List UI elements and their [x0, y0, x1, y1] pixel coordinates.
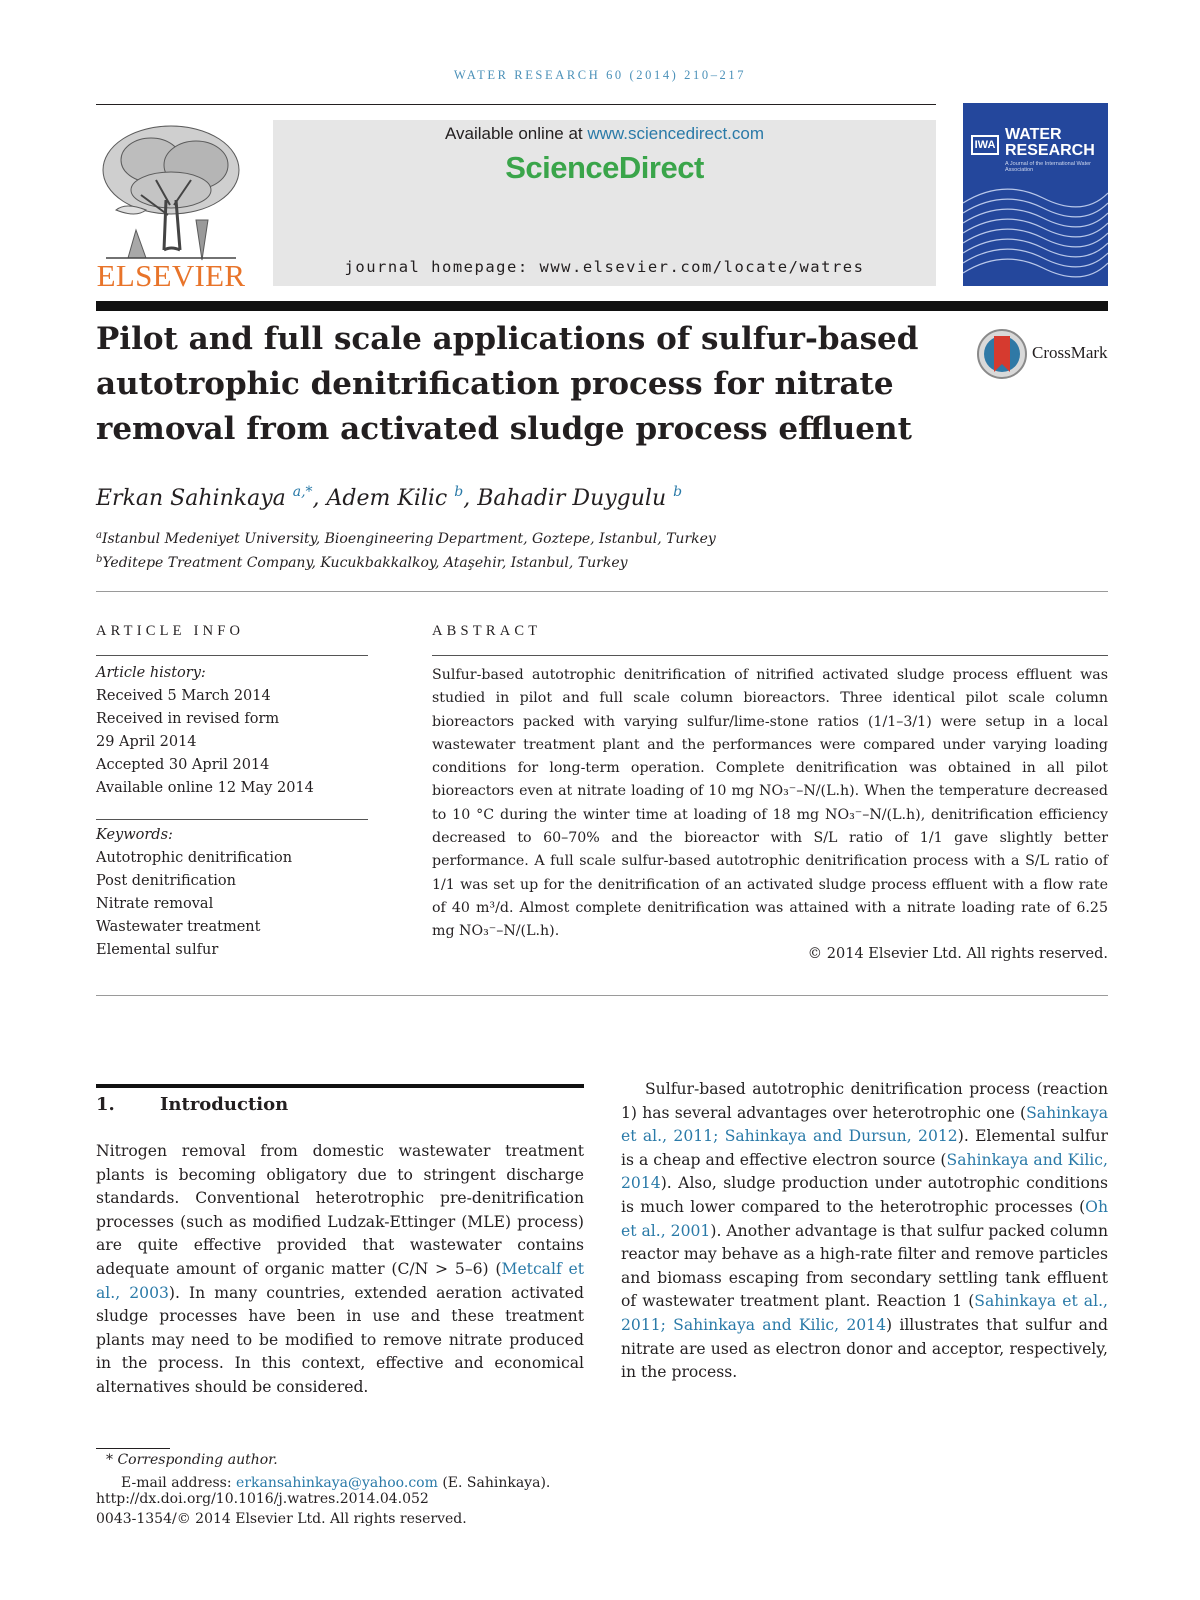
sciencedirect-banner	[273, 120, 936, 286]
section-title: Introduction	[160, 1094, 289, 1115]
author-list	[96, 484, 682, 511]
author-separator: ,	[463, 486, 478, 511]
keyword: Wastewater treatment	[96, 919, 261, 935]
issn-line: 0043-1354/© 2014 Elsevier Ltd. All rights reserved.	[96, 1511, 467, 1527]
sciencedirect-logo: ScienceDirect	[505, 150, 704, 185]
affiliation	[96, 530, 716, 547]
affiliation-mark: a	[96, 530, 102, 541]
author-affil-mark[interactable]: a,*	[292, 484, 313, 500]
history-item: Received 5 March 2014	[96, 688, 271, 704]
intro-heading-rule	[96, 1084, 584, 1088]
title-line: removal from activated sludge process effluent	[96, 411, 912, 447]
affiliation-text: Yeditepe Treatment Company, Kucukbakkalkoy, Ataşehir, Istanbul, Turkey	[102, 555, 628, 571]
email-line	[96, 1475, 550, 1491]
intro-left-paragraph	[96, 1140, 584, 1400]
body-text: ). In many countries, extended aeration activated sludge processes have been in use and these treatment plants may need to be modified to remove nitrate produced in the process. In this context, effective and economical alternatives should be considered.	[96, 1283, 584, 1396]
affiliation-text: Istanbul Medeniyet University, Bioengineering Department, Goztepe, Istanbul, Turkey	[101, 531, 716, 547]
history-item: Accepted 30 April 2014	[96, 757, 270, 773]
affiliation-mark: b	[96, 554, 103, 565]
crossmark-icon[interactable]	[976, 328, 1028, 380]
affiliation	[96, 554, 628, 571]
abstract-heading: ABSTRACT	[432, 623, 542, 639]
history-item: Available online 12 May 2014	[96, 780, 314, 796]
intro-right-paragraph	[621, 1078, 1108, 1385]
section-number: 1.	[96, 1094, 115, 1115]
history-item: 29 April 2014	[96, 734, 197, 750]
article-title	[96, 317, 936, 452]
article-info-rule	[96, 655, 368, 656]
abstract-rule	[432, 655, 1108, 656]
body-text: ). Also, sludge production under autotrophic conditions is much lower compared to the heterotrophic processes (	[621, 1174, 1108, 1216]
body-text: Sulfur-based autotrophic denitrification process (reaction 1) has several advantages over heterotrophic one (	[621, 1080, 1108, 1122]
citation-link[interactable]: Sahinkaya et al., 2011; Sahinkaya and Kilic, 2014	[621, 1292, 1108, 1334]
section-rule	[96, 995, 1108, 996]
keyword: Autotrophic denitrification	[96, 850, 293, 866]
journal-homepage[interactable]: journal homepage: www.elsevier.com/locate/watres	[344, 258, 865, 276]
citation-link[interactable]: Sahinkaya and Kilic, 2014	[621, 1150, 1108, 1193]
body-text: ) illustrates that sulfur and nitrate are used as electron donor and acceptor, respectively, in the process.	[621, 1315, 1108, 1382]
author-name: Adem Kilic	[326, 486, 448, 511]
running-head: WATER RESEARCH 60 (2014) 210–217	[453, 68, 747, 82]
citation-link[interactable]: Sahinkaya et al., 2011; Sahinkaya and Dursun, 2012	[621, 1103, 1108, 1146]
keyword: Post denitrification	[96, 873, 236, 889]
author-name: Erkan Sahinkaya	[96, 486, 286, 511]
title-line: Pilot and full scale applications of sulfur-based	[96, 321, 919, 357]
title-rule	[96, 301, 1108, 311]
iwa-badge: IWA	[971, 135, 999, 155]
elsevier-wordmark: ELSEVIER	[96, 258, 246, 293]
sciencedirect-link[interactable]: www.sciencedirect.com	[587, 124, 765, 143]
doi-link[interactable]: http://dx.doi.org/10.1016/j.watres.2014.04.052	[96, 1491, 429, 1507]
corresponding-author-note: * Corresponding author.	[106, 1452, 278, 1468]
cover-subtitle: A Journal of the International Water Association	[1005, 161, 1092, 173]
keyword: Elemental sulfur	[96, 942, 219, 958]
citation-link[interactable]: Oh et al., 2001	[621, 1197, 1108, 1240]
body-text: ). Another advantage is that sulfur packed column reactor may behave as a high-rate filter and remove particles and biomass escaping from secondary settling tank effluent of wastewater treatment plant. Reaction 1 (	[621, 1221, 1108, 1311]
keywords-label: Keywords:	[96, 827, 173, 843]
keyword: Nitrate removal	[96, 896, 214, 912]
body-text: Nitrogen removal from domestic wastewater treatment plants is becoming obligatory due to stringent discharge standards. Conventional heterotrophic pre-denitrification processes (such as modified Ludzak-Ettinger (MLE) process) are quite effective provided that wastewater contains adequate amount of organic matter (C/N > 5–6) (	[96, 1142, 584, 1278]
cover-title-line1: WATER	[1005, 126, 1062, 143]
author-name: Bahadir Duygulu	[477, 486, 667, 511]
cover-title-line2: RESEARCH	[1005, 142, 1095, 159]
author-affil-mark[interactable]: b	[673, 484, 683, 500]
section-rule	[96, 591, 1108, 592]
history-item: Received in revised form	[96, 711, 280, 727]
footnote-rule	[96, 1448, 170, 1449]
email-label: E-mail address:	[121, 1475, 237, 1491]
keywords-rule	[96, 819, 368, 820]
abstract-text: Sulfur-based autotrophic denitrification of nitrified activated sludge process effluent was studied in pilot and full scale column bioreactors. Three identical pilot scale column bioreactors packed with varying sulfur/lime-stone ratios (1/1–3/1) were setup in a local wastewater treatment plant and the performances were compared under varying loading conditions for long-term operation. Complete denitrification was obtained in all pilot bioreactors even at nitrate loading of 10 mg NO₃⁻–N/(L.h). When the temperature decreased to 10 °C during the winter time at loading of 18 mg NO₃⁻–N/(L.h), denitrification efficiency decreased to 60–70% and the bioreactor with S/L ratio of 1/1 gave slightly better performance. A full scale sulfur-based autotrophic denitrification process with a S/L ratio of 1/1 was set up for the denitrification of an activated sludge process effluent with a flow rate of 40 m³/d. Almost complete denitrification was attained with a nitrate loading rate of 6.25 mg NO₃⁻–N/(L.h).	[432, 667, 1108, 940]
title-line: autotrophic denitrification process for nitrate	[96, 366, 894, 402]
header-rule	[96, 104, 936, 105]
history-label: Article history:	[96, 665, 206, 681]
available-online-line	[273, 124, 936, 144]
article-info-heading: ARTICLE INFO	[96, 623, 245, 639]
crossmark-label[interactable]: CrossMark	[1032, 343, 1108, 362]
abstract-copyright: © 2014 Elsevier Ltd. All rights reserved.	[807, 946, 1108, 962]
body-text: ). Elemental sulfur is a cheap and effective electron source (	[621, 1127, 1108, 1169]
citation-link[interactable]: Metcalf et al., 2003	[96, 1259, 585, 1302]
cover-wave-graphic	[963, 173, 1108, 286]
email-suffix: (E. Sahinkaya).	[437, 1475, 551, 1491]
journal-cover	[963, 103, 1108, 286]
available-prefix: Available online at	[444, 124, 588, 143]
author-separator: ,	[312, 486, 327, 511]
author-affil-mark[interactable]: b	[454, 484, 464, 500]
email-link[interactable]: erkansahinkaya@yahoo.com	[236, 1475, 438, 1491]
